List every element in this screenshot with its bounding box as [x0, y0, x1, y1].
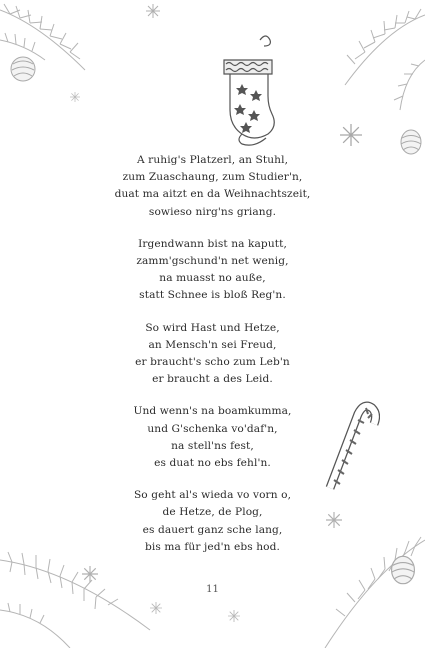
poem-line: Irgendwann bist na kaputt, — [138, 237, 287, 250]
poem-line: A ruhig's Platzerl, an Stuhl, — [136, 154, 289, 166]
stanza-2 — [0, 236, 425, 305]
poem-line: de Hetze, de Plog, — [162, 506, 263, 519]
poem-line: duat ma aitzt en da Weihnachtszeit, — [114, 188, 311, 201]
poem-line: zamm'gschund'n net wenig, — [136, 255, 289, 268]
poem-line: So geht al's wieda vo vorn o, — [133, 489, 292, 502]
poem-line: bis ma für jed'n ebs hod. — [144, 540, 281, 553]
stanza-5 — [0, 487, 425, 556]
snowflake-icon — [146, 4, 160, 18]
page-number: 11 — [206, 584, 219, 595]
stanza-1 — [0, 152, 425, 221]
poem-line: sowieso nirg'ns griang. — [148, 205, 277, 218]
stanza-3 — [0, 320, 425, 389]
poem-line: na stell'ns fest, — [171, 439, 254, 452]
christmas-stocking-icon — [212, 30, 292, 148]
snowflake-icon — [340, 124, 362, 146]
poem-line: zum Zuaschaung, zum Studier'n, — [122, 171, 303, 184]
poem-line: und G'schenka vo'daf'n, — [147, 422, 278, 435]
stanza-4 — [0, 403, 425, 472]
snowflake-icon — [150, 602, 162, 614]
poem-line: es duat no ebs fehl'n. — [154, 457, 271, 470]
poem-line: statt Schnee is bloß Reg'n. — [139, 289, 286, 302]
pinecone-icon — [6, 52, 40, 86]
poem-line: er braucht's scho zum Leb'n — [135, 356, 290, 369]
poem — [0, 152, 425, 571]
poem-line: So wird Hast und Hetze, — [145, 321, 280, 334]
poem-line: es dauert ganz sche lang, — [142, 523, 283, 536]
poem-line: na muasst no auße, — [159, 272, 266, 285]
pine-branch-icon — [305, 0, 425, 130]
poem-line: an Mensch'n sei Freud, — [148, 338, 277, 351]
poem-line: er braucht a des Leid. — [152, 373, 273, 386]
snowflake-icon — [228, 610, 240, 622]
poem-line: Und wenn's na boamkumma, — [133, 405, 292, 418]
snowflake-icon — [70, 92, 80, 102]
